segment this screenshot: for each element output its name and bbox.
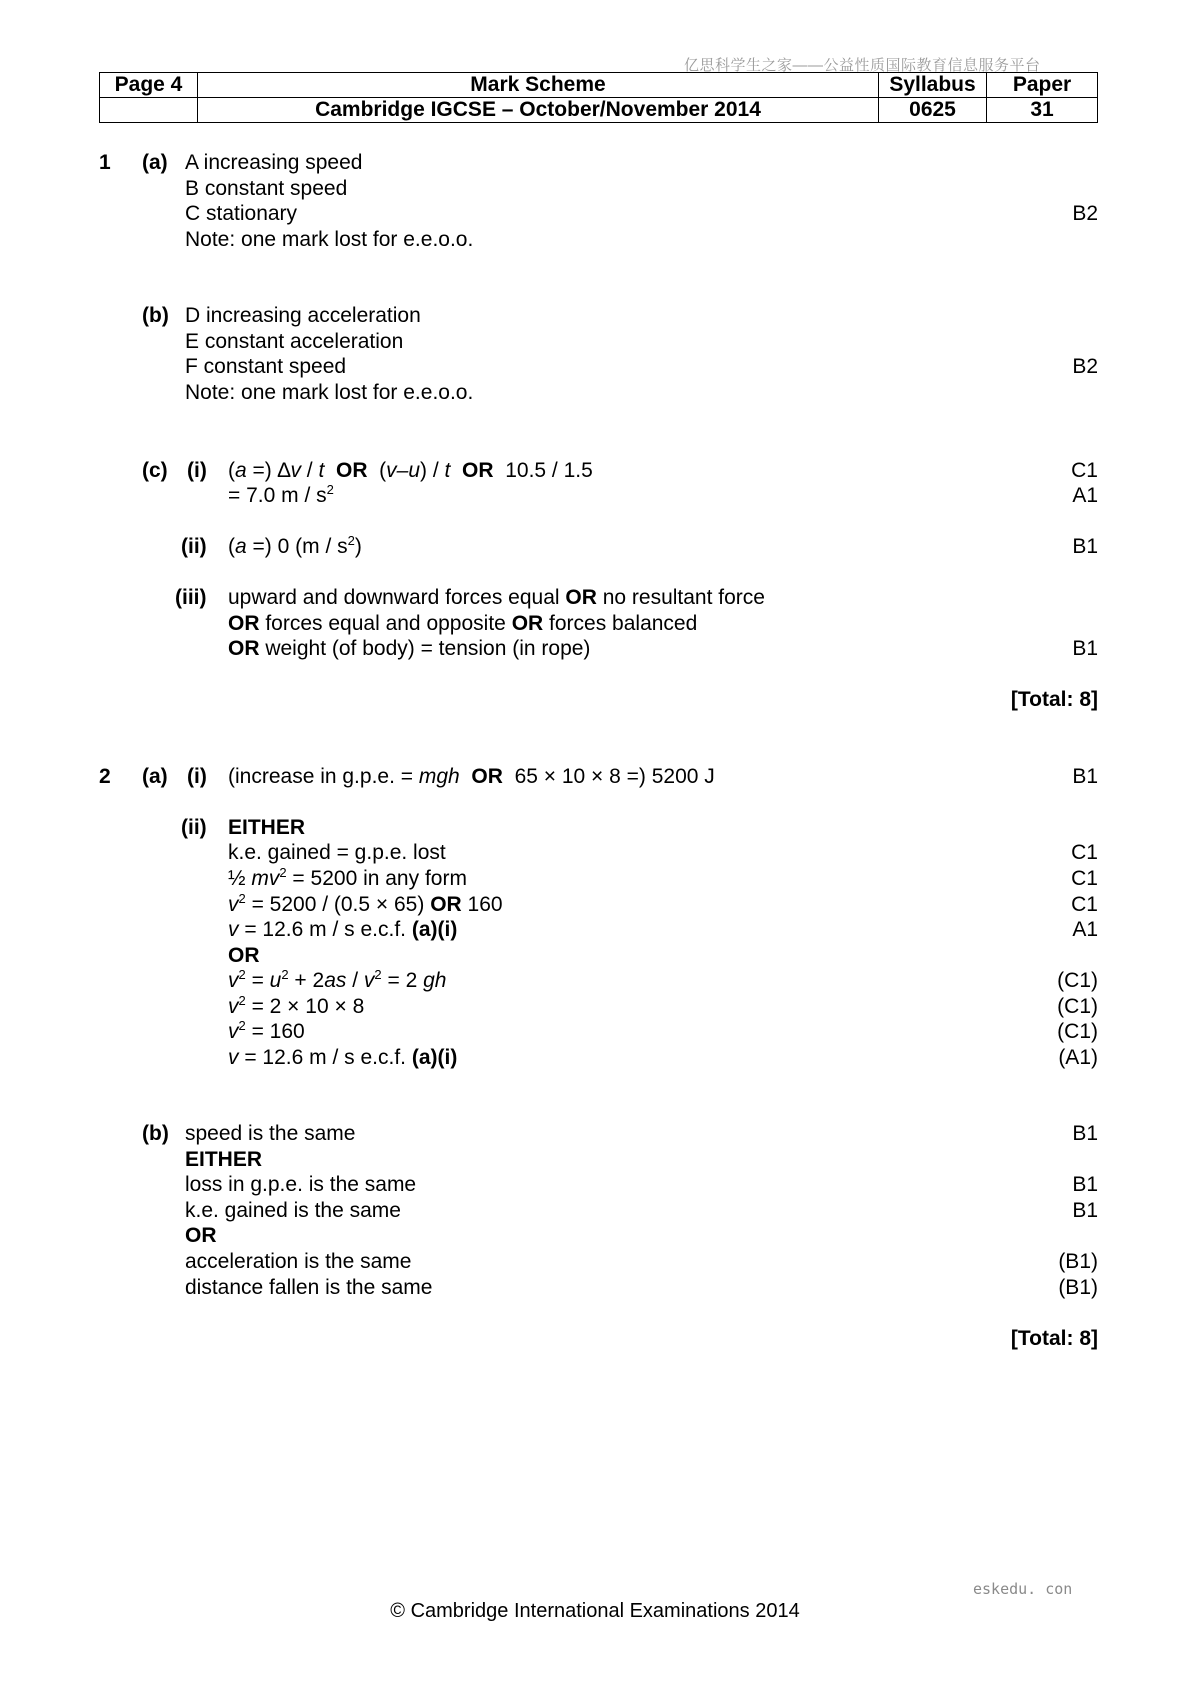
q1a-label: (a) [142, 151, 168, 174]
q1b-line2: E constant acceleration [185, 330, 404, 353]
q2b-mark: (B1) [1058, 1250, 1098, 1273]
q2aii-mark: (C1) [1057, 995, 1098, 1018]
q2aii-mark: (A1) [1058, 1046, 1098, 1069]
q2b-line5: distance fallen is the same [185, 1276, 433, 1299]
q2b-mark: B1 [1072, 1173, 1098, 1196]
q1b-line3: F constant speed [185, 355, 347, 378]
q1-total: [Total: 8] [1010, 688, 1098, 711]
q2-number: 2 [99, 765, 111, 788]
q1ci-line1: (a =) ∆v / t OR (v–u) / t OR 10.5 / 1.5 [228, 459, 593, 482]
paper-value: 31 [987, 98, 1098, 123]
q1ciii-label: (iii) [175, 586, 207, 609]
q2aii-mark: C1 [1071, 893, 1098, 916]
q2aii-line8: v = 12.6 m / s e.c.f. (a)(i) [228, 1046, 458, 1069]
q2ai-label: (i) [187, 765, 207, 788]
q2aii-mark: (C1) [1057, 1020, 1098, 1043]
q1ci-label: (i) [187, 459, 207, 482]
header-table [99, 72, 1098, 123]
q2aii-line7: $v^2 = 160$ [228, 1018, 305, 1043]
q2b-either: EITHER [185, 1148, 263, 1171]
q2b-mark: (B1) [1058, 1276, 1098, 1299]
paper-label: Paper [987, 73, 1098, 98]
q2aii-line4: v = 12.6 m / s e.c.f. (a)(i) [228, 918, 458, 941]
q2aii-label: (ii) [181, 816, 207, 839]
q2a-label: (a) [142, 765, 168, 788]
q2aii-mark: C1 [1071, 867, 1098, 890]
q2aii-either: EITHER [228, 816, 306, 839]
q1c-label: (c) [142, 459, 168, 482]
q2b-or: OR [185, 1224, 217, 1247]
q2b-label: (b) [142, 1122, 169, 1145]
header-title: Mark Scheme [198, 73, 879, 98]
q1ciii-mark: B1 [1072, 637, 1098, 660]
q2aii-or: OR [228, 944, 260, 967]
q1cii-line: (a =) 0 $(m / s^2)$ [228, 533, 362, 558]
q1ci-line2: = 7.0 m / $s^2$ [228, 482, 334, 507]
q1b-mark: B2 [1072, 355, 1098, 378]
q1ciii-line1: upward and downward forces equal OR no resultant force [228, 586, 765, 609]
q1b-line1: D increasing acceleration [185, 304, 421, 327]
header-subtitle: Cambridge IGCSE – October/November 2014 [198, 98, 879, 123]
q1cii-mark: B1 [1072, 535, 1098, 558]
q2-total: [Total: 8] [1010, 1327, 1098, 1350]
q1ci-mark2: A1 [1072, 484, 1098, 507]
q2b-line2: loss in g.p.e. is the same [185, 1173, 417, 1196]
q2aii-line3: $v^2 = 5200 / (0.5 \times 65)$ OR 160 [228, 891, 503, 916]
q2b-line1: speed is the same [185, 1122, 356, 1145]
q1b-label: (b) [142, 304, 169, 327]
header-empty-cell [100, 98, 198, 123]
page-label: Page 4 [100, 73, 198, 98]
footer-watermark: eskedu. con [973, 1580, 1073, 1598]
q1b-note: Note: one mark lost for e.e.o.o. [185, 381, 474, 404]
q2b-line3: k.e. gained is the same [185, 1199, 401, 1222]
q2aii-line2: ½ $mv^2 = 5200$ in any form [228, 865, 467, 890]
q2aii-mark: (C1) [1057, 969, 1098, 992]
q2b-mark: B1 [1072, 1122, 1098, 1145]
q2ai-line: (increase in g.p.e. = mgh OR 65 × 10 × 8 =) 5200 J [228, 765, 715, 788]
footer-copyright: © Cambridge International Examinations 2014 [390, 1600, 800, 1622]
q2aii-line1: k.e. gained = g.p.e. lost [228, 841, 446, 864]
syllabus-value: 0625 [879, 98, 987, 123]
q2aii-line6: $v^2 = 2 \times 10 \times 8$ [228, 993, 365, 1018]
q2b-line4: acceleration is the same [185, 1250, 412, 1273]
q1a-note: Note: one mark lost for e.e.o.o. [185, 228, 474, 251]
watermark-text: 亿思科学生之家——公益性质国际教育信息服务平台 [684, 57, 1041, 74]
q1-number: 1 [99, 151, 111, 174]
q1cii-label: (ii) [181, 535, 207, 558]
q1a-line2: B constant speed [185, 177, 348, 200]
q2aii-mark: C1 [1071, 841, 1098, 864]
q2aii-mark: A1 [1072, 918, 1098, 941]
q2aii-line5: $v^2 = u^2 + 2as / v^2 = 2$ gh [228, 967, 447, 992]
q1ciii-line3: OR weight (of body) = tension (in rope) [228, 637, 591, 660]
q1a-mark: B2 [1072, 202, 1098, 225]
syllabus-label: Syllabus [879, 73, 987, 98]
q1ciii-line2: OR forces equal and opposite OR forces balanced [228, 612, 698, 635]
q1a-line3: C stationary [185, 202, 298, 225]
q1a-line1: A increasing speed [185, 151, 363, 174]
q1ci-mark1: C1 [1071, 459, 1098, 482]
q2b-mark: B1 [1072, 1199, 1098, 1222]
q2ai-mark: B1 [1072, 765, 1098, 788]
